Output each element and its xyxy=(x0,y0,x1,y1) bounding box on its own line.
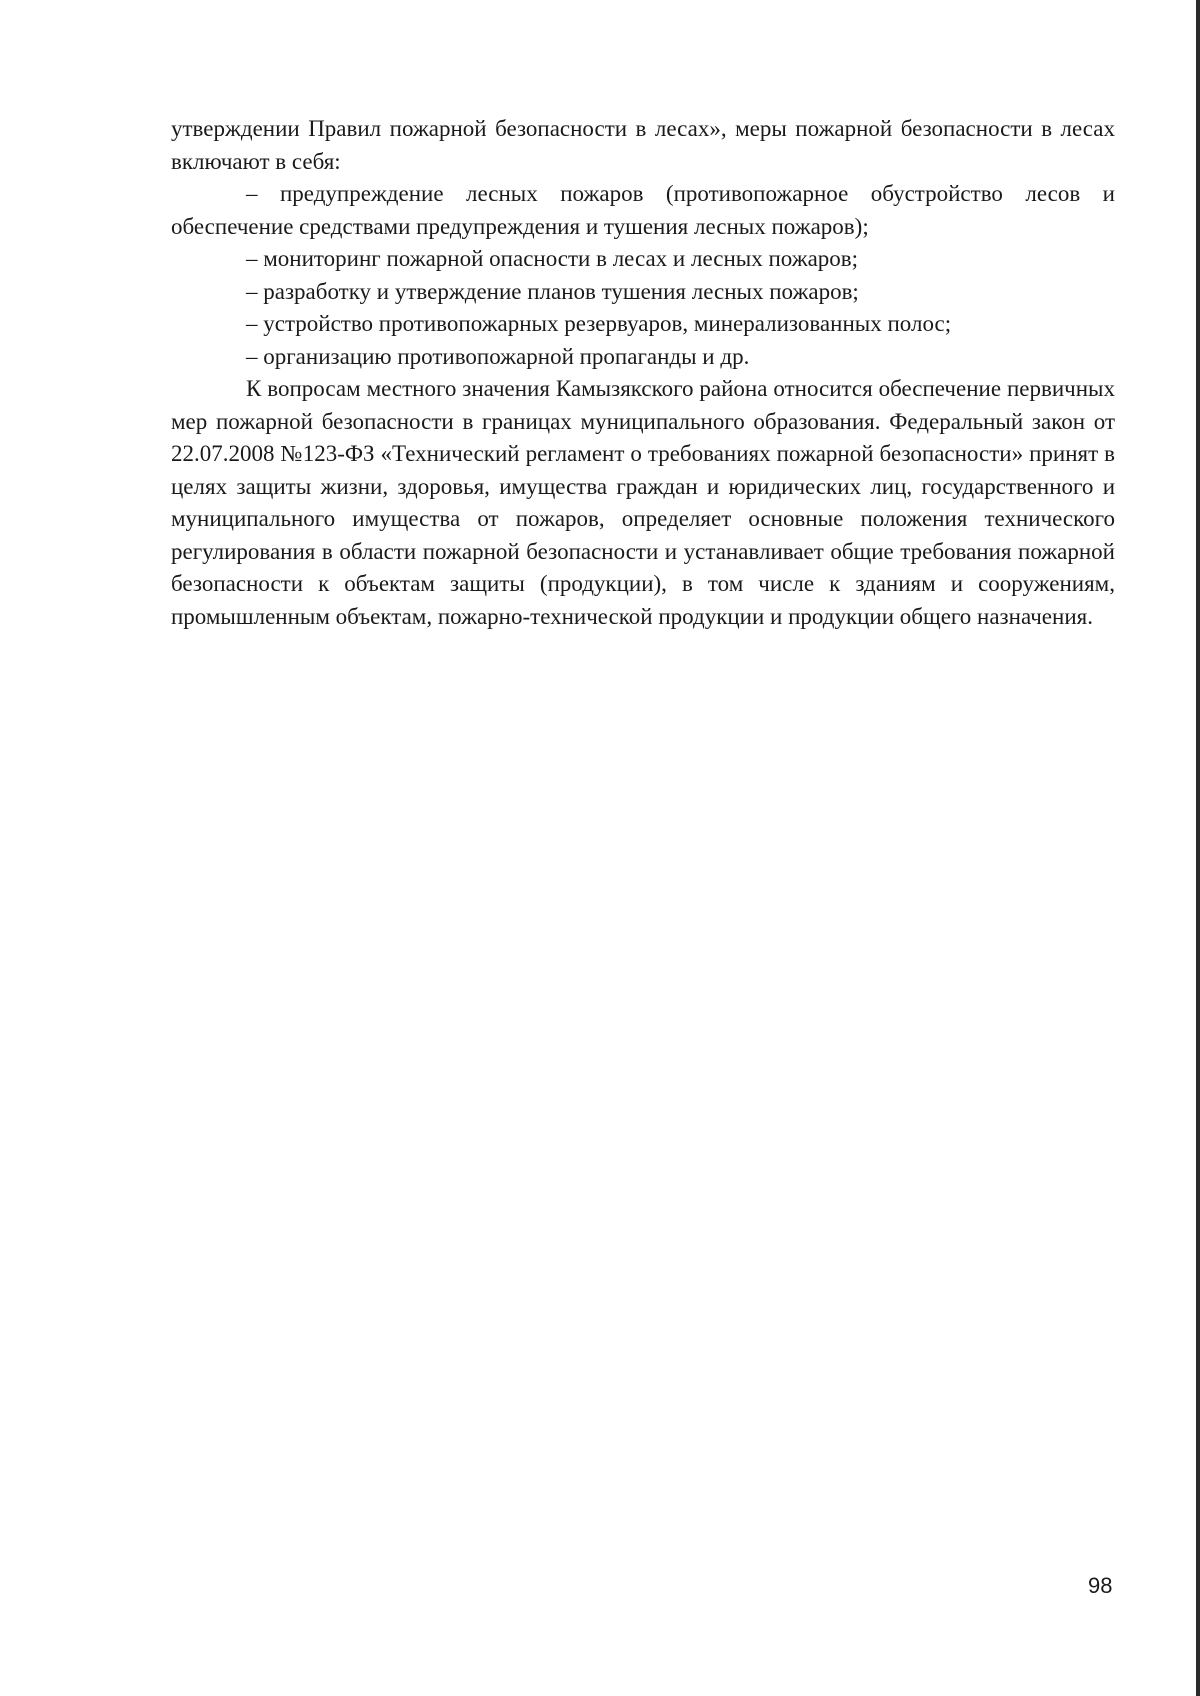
document-body xyxy=(171,113,1115,633)
list-item-reservoirs: – устройство противопожарных резервуаров, минерализованных полос; xyxy=(246,311,952,336)
paragraph-intro: утверждении Правил пожарной безопасности в лесах», меры пожарной безопасности в лесах включают в себя: xyxy=(171,116,1115,174)
list-item-monitoring: – мониторинг пожарной опасности в лесах и лесных пожаров; xyxy=(246,246,859,271)
list-item-propaganda: – организацию противопожарной пропаганды и др. xyxy=(246,343,750,369)
list-item-prevention: – предупреждение лесных пожаров (противопожарное обустройство лесов и обеспечение средствами предупреждения и тушения лесных пожаров); xyxy=(171,181,1115,239)
list-item-plans: – разработку и утверждение планов тушения лесных пожаров; xyxy=(246,278,859,304)
page-number: 98 xyxy=(1088,1573,1113,1598)
page-edge-border xyxy=(1196,0,1200,1696)
paragraph-local-significance: К вопросам местного значения Камызякского района относится обеспечение первичных мер пожарной безопасности в границах муниципального образования. Федеральный закон от 22.07.2008 №123-ФЗ «Технический регламент о требованиях пожарной безопасности» принят в целях защиты жизни, здоровья, имущества граждан и юридических лиц, государственного и муниципального имущества от пожаров, определяет основные положения технического регулирования в области пожарной безопасности и устанавливает общие требования пожарной безопасности к объектам защиты (продукции), в том числе к зданиям и сооружениям, промышленным объектам, пожарно-технической продукции и продукции общего назначения. xyxy=(171,376,1115,629)
